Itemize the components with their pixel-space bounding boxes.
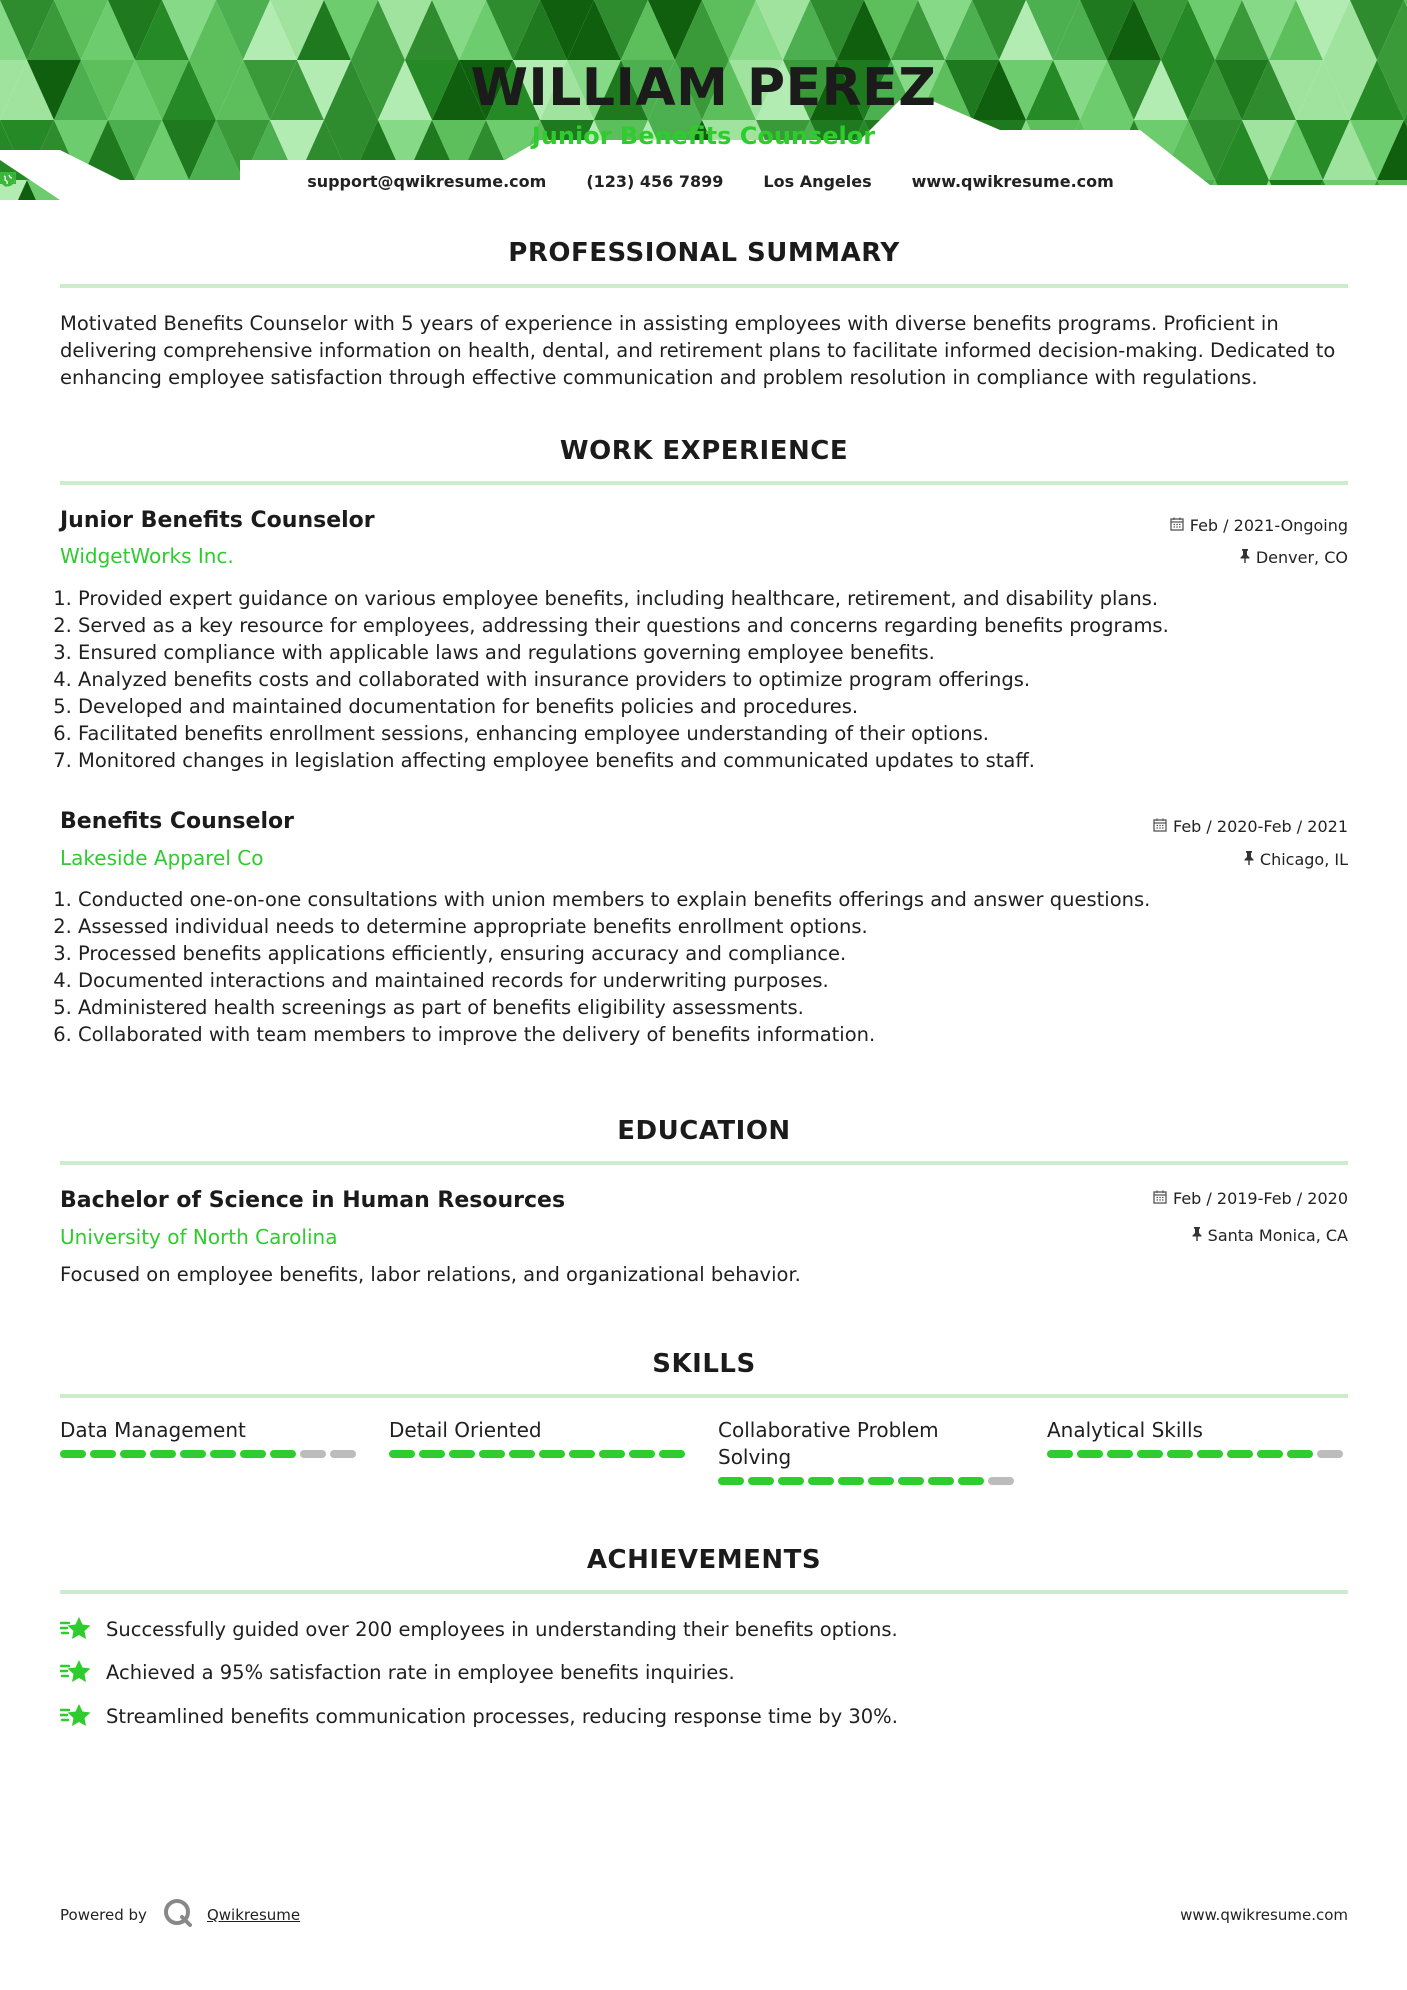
list-item: 2. Served as a key resource for employees, addressing their questions and concerns regarding benefits programs. [78,612,1368,639]
skill-rating-segment [330,1450,356,1458]
summary-heading: PROFESSIONAL SUMMARY [508,238,900,268]
skill-name: Analytical Skills [1047,1418,1203,1442]
skills-heading: SKILLS [652,1349,756,1379]
skill-rating-segment [1047,1450,1073,1458]
skill-item [718,1417,1018,1485]
star-icon [60,1703,92,1729]
list-item: 3. Processed benefits applications efficiently, ensuring accuracy and compliance. [78,940,1368,967]
list-item: 4. Documented interactions and maintained records for underwriting purposes. [78,967,1368,994]
skill-rating-bar [60,1450,360,1458]
list-item: 6. Collaborated with team members to improve the delivery of benefits information. [78,1021,1368,1048]
skill-rating-segment [778,1477,804,1485]
skill-rating-segment [180,1450,206,1458]
education-description: Focused on employee benefits, labor relations, and organizational behavior. [60,1263,801,1286]
skill-rating-segment [599,1450,625,1458]
star-icon [60,1659,92,1685]
header-banner [0,0,1407,200]
list-item: 1. Provided expert guidance on various employee benefits, including healthcare, retirement, and disability plans. [78,585,1368,612]
skill-rating-segment [449,1450,475,1458]
job-bullets [53,886,1368,1048]
job-bullets [53,585,1368,774]
skill-rating-segment [419,1450,445,1458]
achievement-text: Achieved a 95% satisfaction rate in employee benefits inquiries. [106,1660,735,1684]
skill-item [60,1417,360,1458]
skill-rating-segment [509,1450,535,1458]
skill-rating-segment [1317,1450,1343,1458]
list-item: 1. Conducted one-on-one consultations with union members to explain benefits offerings and answer questions. [78,886,1368,913]
powered-by-label: Powered by [60,1906,147,1924]
skill-rating-segment [120,1450,146,1458]
skill-rating-segment [659,1450,685,1458]
skill-rating-segment [60,1450,86,1458]
skill-rating-segment [1257,1450,1283,1458]
skill-rating-segment [1287,1450,1313,1458]
section-divider [60,284,1348,288]
calendar-icon [1170,517,1184,535]
education-school: University of North Carolina [60,1225,338,1249]
job-location: Chicago, IL [1244,850,1348,869]
summary-text: Motivated Benefits Counselor with 5 years of experience in assisting employees with diverse benefits programs. Proficient in delivering comprehensive information on health, dental, and retirement plans to facilitate informed decision-making. Dedicated to enhancing employee satisfaction through effective communication and problem resolution in compliance with regulations. [60,312,1336,389]
qwikresume-logo-icon [163,1898,193,1932]
skill-rating-segment [539,1450,565,1458]
skill-rating-segment [1227,1450,1253,1458]
contact-phone[interactable]: (123) 456 7899 [586,172,724,191]
candidate-name: WILLIAM PEREZ [470,58,937,118]
list-item: 5. Administered health screenings as part of benefits eligibility assessments. [78,994,1368,1021]
star-icon [60,1616,92,1642]
skill-rating-bar [389,1450,689,1458]
skill-rating-segment [389,1450,415,1458]
achievement-item [60,1659,735,1685]
list-item: 4. Analyzed benefits costs and collaborated with insurance providers to optimize program offerings. [78,666,1368,693]
skill-rating-segment [988,1477,1014,1485]
education-location: Santa Monica, CA [1192,1226,1348,1245]
skill-rating-segment [1167,1450,1193,1458]
job-date: Feb / 2020-Feb / 2021 [1153,817,1348,836]
contact-website[interactable]: www.qwikresume.com [911,172,1114,191]
job-company: Lakeside Apparel Co [60,846,264,870]
achievement-text: Streamlined benefits communication processes, reducing response time by 30%. [106,1704,898,1728]
skill-rating-segment [868,1477,894,1485]
skill-rating-segment [1137,1450,1163,1458]
skill-rating-segment [928,1477,954,1485]
calendar-icon [1153,1190,1167,1208]
list-item: 3. Ensured compliance with applicable laws and regulations governing employee benefits. [78,639,1368,666]
pushpin-icon [1240,549,1250,567]
pushpin-icon [1192,1227,1202,1245]
skill-rating-segment [240,1450,266,1458]
skill-rating-bar [718,1477,1018,1485]
calendar-icon [1153,818,1167,836]
skill-name: Detail Oriented [389,1418,542,1442]
list-item: 5. Developed and maintained documentation for benefits policies and procedures. [78,693,1368,720]
skill-rating-segment [210,1450,236,1458]
skill-name: Collaborative Problem Solving [718,1418,939,1469]
job-role: Benefits Counselor [60,809,294,834]
footer-website[interactable]: www.qwikresume.com [1180,1906,1348,1924]
skill-rating-segment [748,1477,774,1485]
skill-rating-segment [569,1450,595,1458]
skill-rating-segment [479,1450,505,1458]
skill-item [389,1417,689,1458]
achievements-heading: ACHIEVEMENTS [586,1545,822,1575]
section-divider [60,1590,1348,1594]
pushpin-icon [1244,851,1254,869]
skill-rating-segment [958,1477,984,1485]
job-date: Feb / 2021-Ongoing [1170,516,1348,535]
education-heading: EDUCATION [617,1116,791,1146]
skill-item [1047,1417,1347,1458]
qwikresume-link[interactable]: Qwikresume [206,1906,301,1924]
skill-rating-segment [270,1450,296,1458]
skill-rating-segment [629,1450,655,1458]
education-degree: Bachelor of Science in Human Resources [60,1188,566,1213]
skill-rating-segment [1107,1450,1133,1458]
skill-rating-segment [1077,1450,1103,1458]
skill-rating-segment [150,1450,176,1458]
job-company: WidgetWorks Inc. [60,544,234,568]
skill-rating-segment [90,1450,116,1458]
skill-rating-segment [300,1450,326,1458]
skill-rating-segment [808,1477,834,1485]
contact-location: Los Angeles [763,172,872,191]
section-divider [60,1394,1348,1398]
section-divider [60,481,1348,485]
achievement-item [60,1616,898,1642]
achievement-text: Successfully guided over 200 employees in understanding their benefits options. [106,1617,898,1641]
skill-rating-segment [1197,1450,1223,1458]
education-date: Feb / 2019-Feb / 2020 [1153,1189,1348,1208]
experience-heading: WORK EXPERIENCE [559,436,849,466]
section-divider [60,1161,1348,1165]
contact-bar [0,172,1407,191]
job-role: Junior Benefits Counselor [60,508,375,533]
skill-rating-bar [1047,1450,1347,1458]
list-item: 7. Monitored changes in legislation affecting employee benefits and communicated updates to staff. [78,747,1368,774]
achievement-item [60,1703,898,1729]
skill-rating-segment [898,1477,924,1485]
skill-rating-segment [838,1477,864,1485]
footer-powered-by [60,1898,300,1932]
skill-name: Data Management [60,1418,246,1442]
candidate-title: Junior Benefits Counselor [531,122,876,150]
skill-rating-segment [718,1477,744,1485]
contact-email[interactable]: support@qwikresume.com [307,172,547,191]
list-item: 2. Assessed individual needs to determine appropriate benefits enrollment options. [78,913,1368,940]
job-location: Denver, CO [1240,548,1348,567]
list-item: 6. Facilitated benefits enrollment sessions, enhancing employee understanding of their options. [78,720,1368,747]
